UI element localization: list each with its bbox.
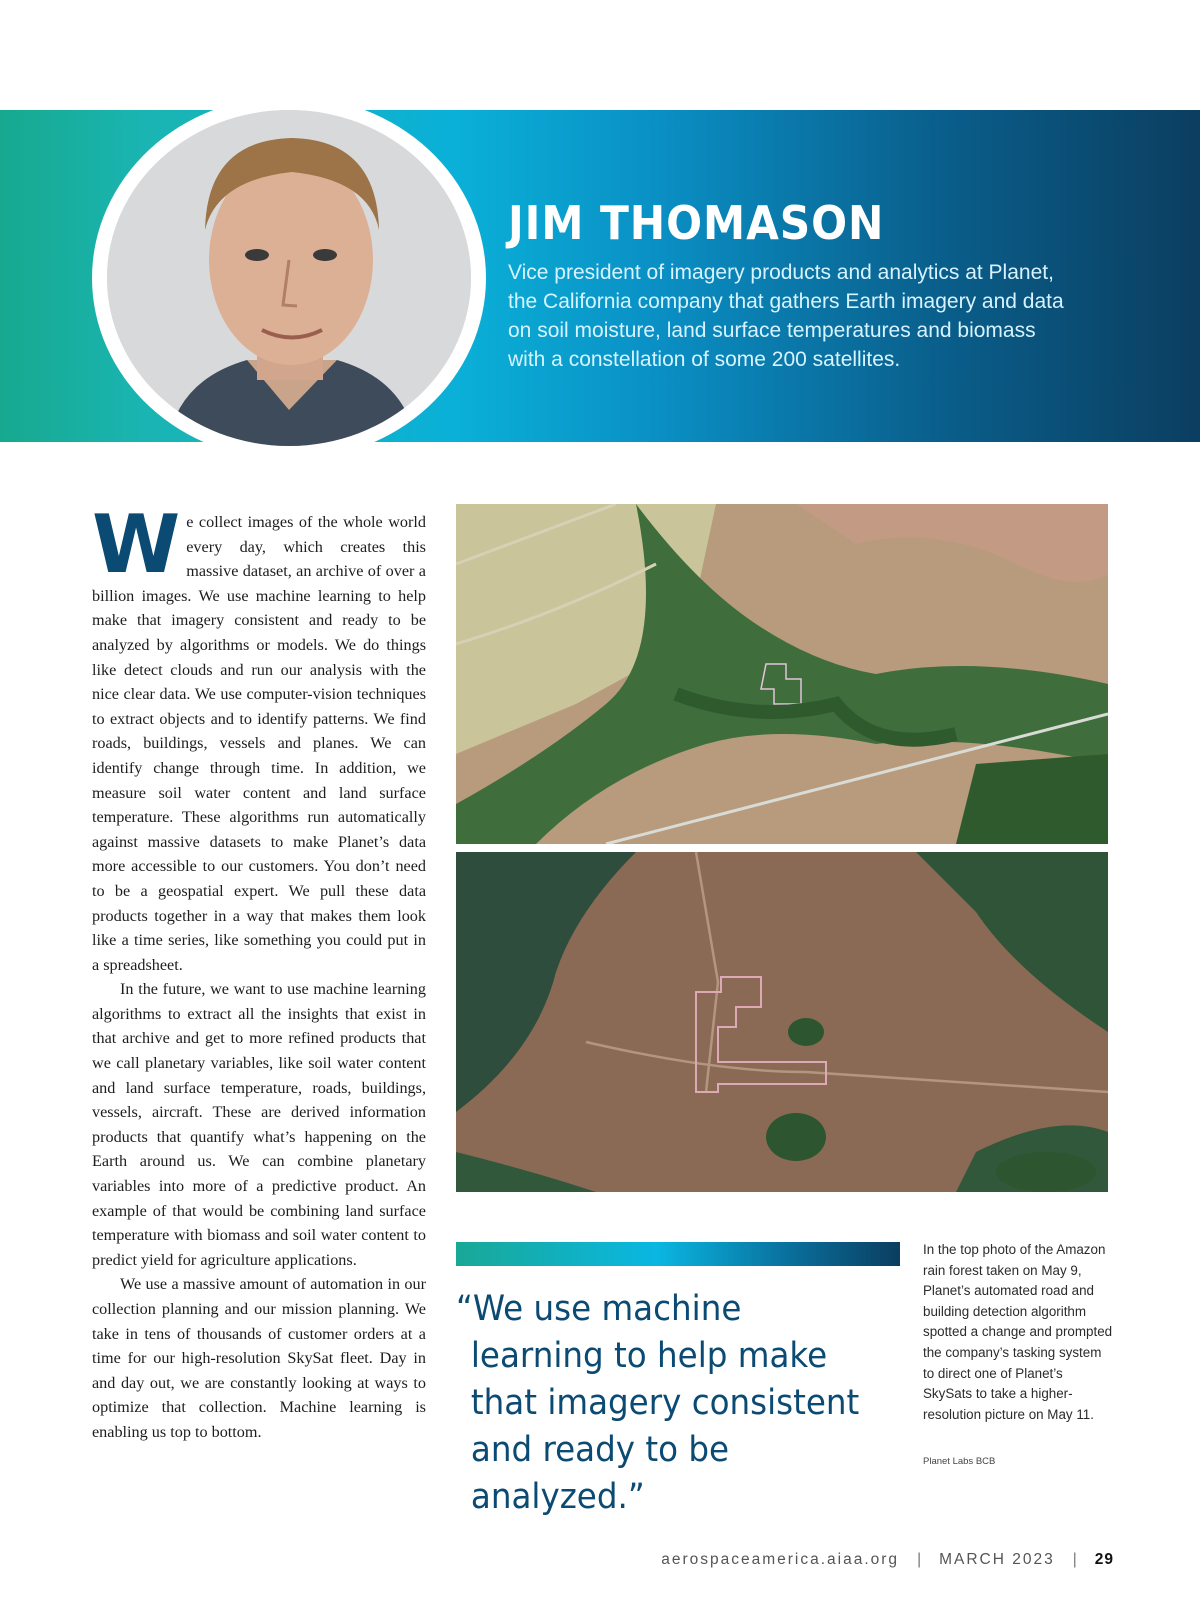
satellite-photo-top <box>456 504 1108 844</box>
article-paragraph: We use a massive amount of automation in our collection planning and our mission planning. We take in tens of thousands of customer orders at a time for our high-resolution SkySat fleet. Day in and day out, we are constantly looking at ways to optimize that collection. Machine learning is enabling us top to bottom. <box>92 1275 426 1441</box>
pull-quote: “We use machine learning to help make that imagery consistent and ready to be analyzed.” <box>456 1289 860 1517</box>
satellite-photo-bottom <box>456 852 1108 1192</box>
person-description: Vice president of imagery products and analytics at Planet, the California company that gathers Earth imagery and data on soil moisture, land surface temperatures and biomass with a constellation of some 200 satellites. <box>508 261 1064 371</box>
drop-cap: W <box>92 498 181 591</box>
article-paragraph <box>92 498 426 977</box>
article-paragraph: In the future, we want to use machine learning algorithms to extract all the insights that exist in that archive and get to more refined products that we call planetary variables, like soil water content and land surface temperature, roads, buildings, vessels, aircraft. These are derived information products that quantify what’s happening on the Earth around us. We can combine planetary variables into more of a predictive product. An example of that would be combining land surface temperature with biomass and soil water content to predict yield for agriculture applications. <box>92 980 426 1269</box>
footer-issue-date: MARCH 2023 <box>939 1551 1055 1568</box>
page-number: 29 <box>1094 1551 1114 1568</box>
article-paragraph-text: e collect images of the whole world every day, which creates this massive dataset, an archive of over a billion images. We use machine learning to help make that imagery consistent and ready to be analyzed by algorithms or models. We do things like detect clouds and run our analysis with the nice clear data. We use computer-vision techniques to extract objects and to identify patterns. We find roads, buildings, vessels and planes. We can identify change through time. In addition, we measure soil water content and land surface temperature. These algorithms run automatically against massive datasets to make Planet’s data more accessible to our customers. You don’t need to be a geospatial expert. We pull these data products together in a way that makes them look like a time series, like something you could put in a spreadsheet. <box>92 513 426 974</box>
footer-separator: | <box>917 1551 922 1568</box>
photo-caption: In the top photo of the Amazon rain forest taken on May 9, Planet’s automated road and building detection algorithm spotted a change and prompted the company’s tasking system to direct one of Planet’s SkySats to take a higher-resolution picture on May 11. <box>923 1242 1113 1422</box>
article-body <box>92 498 426 1445</box>
page-footer <box>661 1551 1114 1569</box>
footer-separator: | <box>1072 1551 1077 1568</box>
portrait-photo <box>107 110 471 446</box>
pull-quote-accent-bar <box>456 1242 900 1266</box>
footer-site-url: aerospaceamerica.aiaa.org <box>661 1551 900 1568</box>
person-name: JIM THOMASON <box>508 196 885 250</box>
photo-credit: Planet Labs BCB <box>923 1456 996 1467</box>
